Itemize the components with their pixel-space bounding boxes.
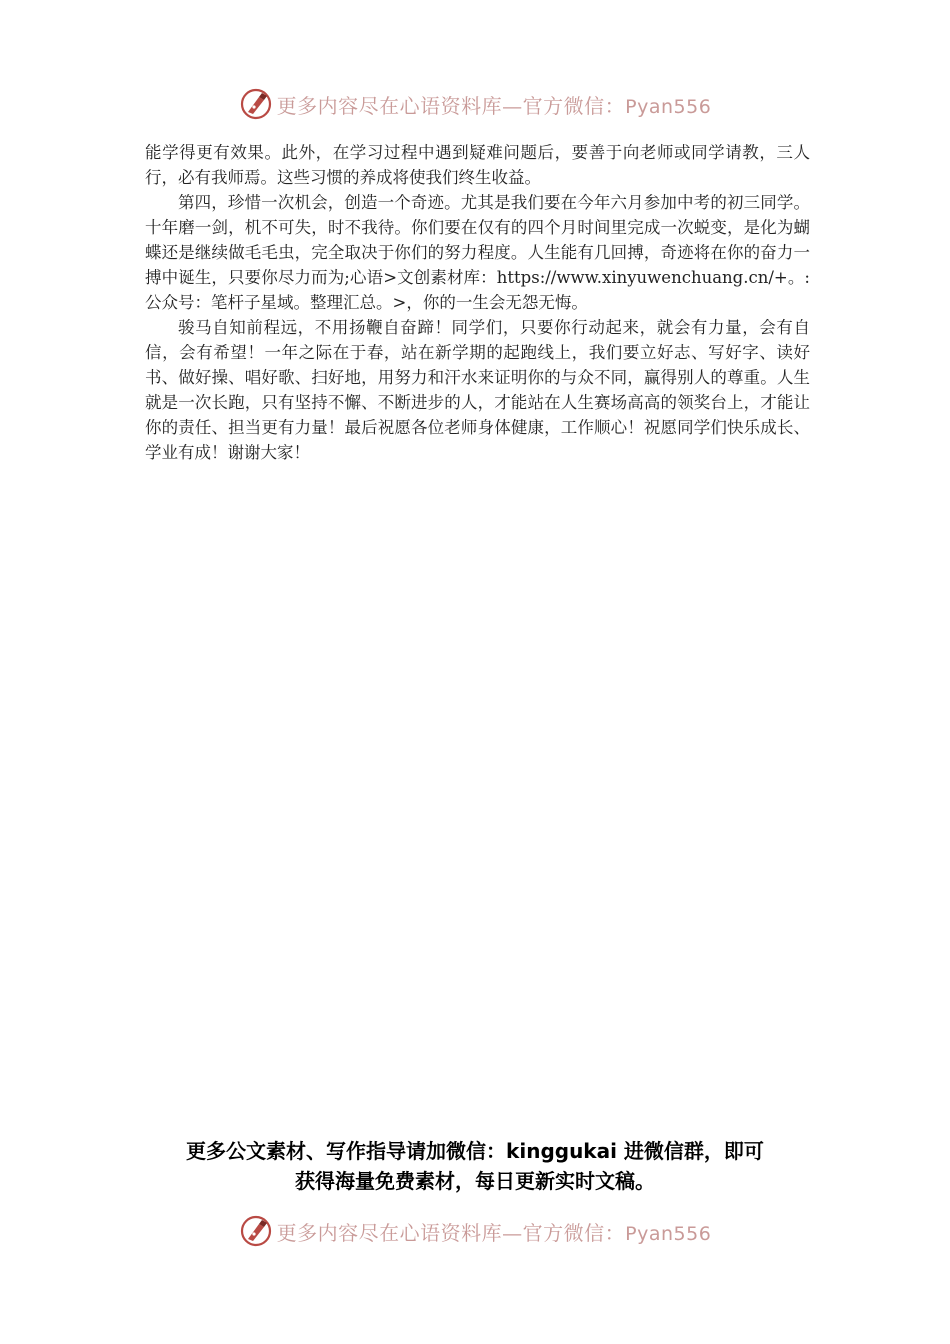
pen-nib-logo-icon [239,1214,273,1248]
header-banner [0,84,950,124]
paragraph-1: 能学得更有效果。此外，在学习过程中遇到疑难问题后，要善于向老师或同学请教，三人行，必有我师焉。这些习惯的养成将使我们终生收益。 [145,143,810,187]
footer-line-1: 更多公文素材、写作指导请加微信：kinggukai 进微信群，即可 [186,1139,764,1163]
footer-banner [0,1211,950,1251]
footer-promo-note [0,1136,950,1196]
footer-line-2: 获得海量免费素材，每日更新实时文稿。 [295,1169,655,1193]
paragraph-3: 骏马自知前程远，不用扬鞭自奋蹄！同学们，只要你行动起来，就会有力量，会有自信，会有希望！一年之际在于春，站在新学期的起跑线上，我们要立好志、写好字、读好书、做好操、唱好歌、扫好地，用努力和汗水来证明你的与众不同，赢得别人的尊重。人生就是一次长跑，只有坚持不懈、不断进步的人，才能站在人生赛场高高的领奖台上，才能让你的责任、担当更有力量！最后祝愿各位老师身体健康，工作顺心！祝愿同学们快乐成长、学业有成！谢谢大家！ [145,318,810,462]
banner-text: 更多内容尽在心语资料库—官方微信：Pyan556 [276,1220,712,1245]
banner-text: 更多内容尽在心语资料库—官方微信：Pyan556 [276,93,712,118]
paragraph-2: 第四，珍惜一次机会，创造一个奇迹。尤其是我们要在今年六月参加中考的初三同学。十年磨一剑，机不可失，时不我待。你们要在仅有的四个月时间里完成一次蜕变，是化为蝴蝶还是继续做毛毛虫，完全取决于你们的努力程度。人生能有几回搏，奇迹将在你的奋力一搏中诞生，只要你尽力而为;心语>文创素材库：https://www.xinyuwenchuang.cn/+。:公众号：笔杆子星域。整理汇总。>，你的一生会无怨无悔。 [145,193,810,312]
pen-nib-logo-icon [239,87,273,121]
document-body [145,140,810,465]
